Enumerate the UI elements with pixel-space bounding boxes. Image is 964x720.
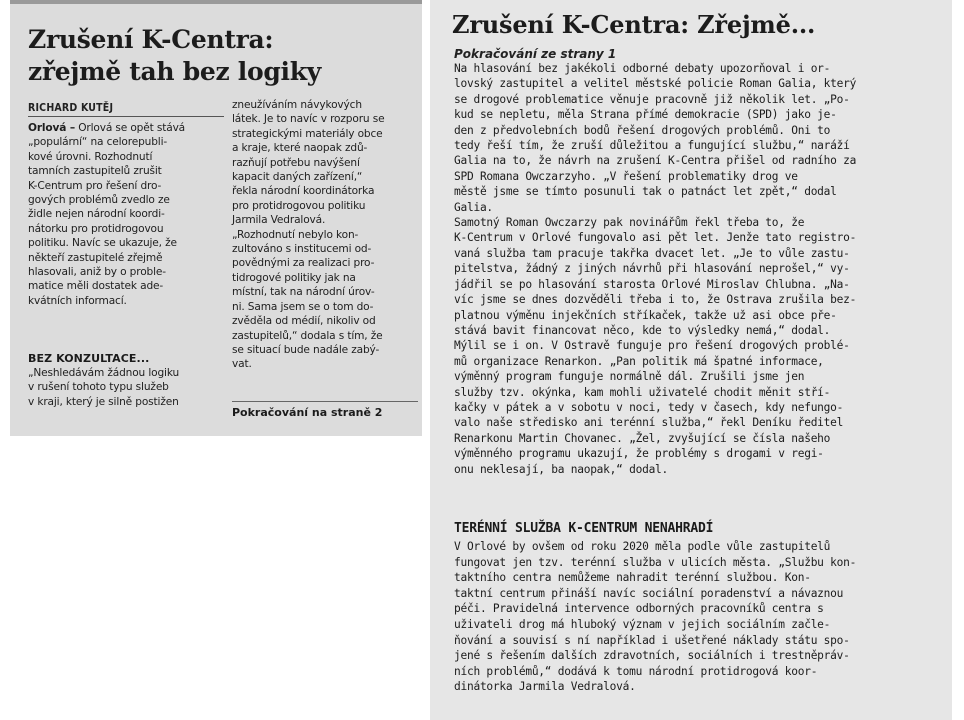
- text-line: služby tzv. okýnka, kam mohli uživatelé chodit měnit stří-: [454, 385, 831, 399]
- text-line: řekla národní koordinátorka: [232, 185, 375, 198]
- text-line: onu neklesají, ba naopak,“ dodal.: [454, 462, 669, 476]
- text-line: taktního centra nemůžeme nahradit terénní službou. Kon-: [454, 571, 811, 585]
- text-line: tidrogové politiky jak na: [232, 271, 356, 284]
- text-line: se situací bude nadále zabý-: [232, 343, 380, 356]
- text-line: V Orlové by ovšem od roku 2020 měla podle vůle zastupitelů: [454, 540, 831, 553]
- text-line: „Neshledávám žádnou logiku: [28, 367, 180, 379]
- text-line: místní, tak na národní úrov-: [232, 286, 375, 299]
- text-line: K-Centrum pro řešení dro-: [28, 179, 162, 192]
- text-line: SPD Romana Owczarzyho. „V řešení problematiky drog ve: [454, 169, 798, 183]
- text-line: ňování a souvisí s ní například i ušetřené náklady státu spo-: [454, 633, 850, 647]
- text-line: vat.: [232, 358, 252, 371]
- continue-rule: [232, 401, 418, 402]
- text-line: hlasovali, aniž by o proble-: [28, 266, 166, 279]
- text-line: „Rozhodnutí nebylo kon-: [232, 228, 359, 241]
- text-line: víc jsme se dnes dozvěděli třeba i to, že Ostrava zrušila bez-: [454, 293, 857, 307]
- text-line: fungovat jen tzv. terénní služba v ulicích města. „Službu kon-: [454, 555, 857, 569]
- right-clipping: [430, 0, 952, 720]
- text-line: taktní centrum přináší navíc sociální poradenství a návaznou: [454, 586, 844, 600]
- text-line: politiku. Navíc se ukazuje, že: [28, 237, 177, 250]
- dateline: Orlová –: [28, 122, 75, 134]
- right-subheading: TERÉNNÍ SLUŽBA K-CENTRUM NENAHRADÍ: [454, 521, 714, 536]
- text-line: valo naše středisko ani terénní služba,“ řekl Deníku ředitel: [454, 416, 844, 430]
- text-line: a kraje, které naopak zdů-: [232, 142, 368, 155]
- text-line: zastupitelů,“ dodala s tím, že: [232, 329, 383, 342]
- text-line: tamních zastupitelů zrušit: [28, 165, 162, 178]
- text-line: Galia na to, že návrh na zrušení K-Centra přišel od radního za: [454, 154, 857, 168]
- text-line: gových problémů zvedlo ze: [28, 194, 170, 207]
- left-subheading: BEZ KONZULTACE...: [28, 352, 150, 365]
- text-line: židle nejen národní koordi-: [28, 208, 165, 221]
- text-line: kové úrovni. Rozhodnutí: [28, 150, 153, 163]
- text-line: pro protidrogovou politiku: [232, 199, 366, 212]
- left-column-2: [232, 98, 418, 372]
- text-line: Galia.: [454, 200, 493, 214]
- text-line: Na hlasování bez jakékoli odborné debaty upozorňoval i or-: [454, 62, 831, 75]
- text-line: kapacit daných zařízení,“: [232, 171, 363, 184]
- text-line: ních problémů,“ dodává k tomu národní protidrogová koor-: [454, 664, 818, 678]
- right-body: [454, 61, 944, 477]
- left-headline-line-2: zřejmě tah bez logiky: [28, 57, 321, 86]
- text-line: výměnný program funguje normálně dál. Zrušili jsme jen: [454, 370, 805, 384]
- left-headline-line-1: Zrušení K-Centra:: [28, 25, 274, 54]
- left-column-1: [28, 121, 224, 308]
- text-line: „populární“ na celorepubli-: [28, 136, 168, 149]
- text-line: ni. Sama jsem se o tom do-: [232, 300, 374, 313]
- text-line: uživateli drog má hluboký význam v jejich sociálním začle-: [454, 617, 831, 631]
- text-line: K-Centrum v Orlové fungovalo asi pět let. Jenže tato registro-: [454, 231, 857, 245]
- text-line: městě jsme se tímto posunuli tak o patnáct let zpět,“ dodal: [454, 185, 837, 199]
- text-line: [28, 121, 224, 135]
- text-line: pitelstva, žádný z jiných návrhů při hlasování neprošel,“ vy-: [454, 262, 850, 276]
- text-line: zvěděla od médií, nikoliv od: [232, 315, 376, 328]
- text-line: zneužíváním návykových: [232, 99, 362, 111]
- text-line-rest: Orlová se opět stává: [78, 122, 186, 134]
- text-line: Mýlil se i on. V Ostravě funguje pro řešení drogových problé-: [454, 339, 850, 353]
- text-line: Renarkonu Martin Chovanec. „Žel, zvyšující se čísla našeho: [454, 431, 831, 445]
- text-line: výměnného programu ukazují, že problémy s drogami v regi-: [454, 447, 824, 461]
- left-column-1-continued: [28, 366, 224, 409]
- text-line: den z předvolebních bodů řešení drogových problémů. Oni to: [454, 123, 831, 137]
- text-line: tedy řeší tím, že zruší důležitou a fungující službu,“ naráží: [454, 139, 850, 153]
- text-line: kačky v pátek a v sobotu v noci, tedy v časech, kdy nefungo-: [454, 400, 844, 414]
- text-line: strategickými materiály obce: [232, 127, 383, 140]
- text-line: nátorku pro protidrogovou: [28, 222, 164, 235]
- right-body-2: [454, 539, 944, 695]
- text-line: Samotný Roman Owczarzy pak novinářům řekl třeba to, že: [454, 216, 805, 230]
- top-rule: [10, 0, 422, 4]
- text-line: dinátorka Jarmila Vedralová.: [454, 680, 636, 694]
- continued-from-note: Pokračování ze strany 1: [454, 47, 617, 61]
- byline-rule: [28, 116, 224, 117]
- text-line: razňují potřebu navýšení: [232, 156, 360, 169]
- text-line: se drogové problematice věnuje pracovně již několik let. „Po-: [454, 92, 850, 106]
- text-line: kvátních informací.: [28, 294, 127, 307]
- text-line: lovský zastupitel a velitel městské policie Roman Galia, který: [454, 77, 857, 91]
- text-line: zultováno s institucemi od-: [232, 243, 372, 256]
- text-line: péči. Pravidelná intervence odborných pracovníků centra s: [454, 602, 824, 616]
- text-line: jádřil se po hlasování starosta Orlové Miroslav Chlubna. „Na-: [454, 277, 850, 291]
- text-line: jené s řešením dalších zdravotních, sociálních i trestněpráv-: [454, 649, 850, 663]
- text-line: platnou výměnu injekčních stříkaček, takže už asi obce pře-: [454, 308, 837, 322]
- text-line: stává bavit financovat něco, kde to výsledky nemá,“ dodal.: [454, 323, 831, 337]
- text-line: povědnými za realizaci pro-: [232, 257, 375, 270]
- text-line: Jarmila Vedralová.: [232, 214, 326, 227]
- author-byline: RICHARD KUTĚJ: [28, 102, 114, 114]
- right-headline: Zrušení K-Centra: Zřejmě...: [452, 10, 816, 39]
- text-line: látek. Je to navíc v rozporu se: [232, 113, 385, 126]
- text-line: vaná služba tam pracuje takřka dvacet let. „Je to vůle zastu-: [454, 246, 850, 260]
- text-line: v rušení tohoto typu služeb: [28, 381, 169, 394]
- text-line: mů organizace Renarkon. „Pan politik má špatné informace,: [454, 354, 824, 368]
- text-line: někteří zastupitelé zřejmě: [28, 251, 163, 264]
- left-headline: [28, 24, 418, 88]
- text-line: v kraji, který je silně postižen: [28, 395, 179, 408]
- continue-note: Pokračování na straně 2: [232, 406, 383, 419]
- text-line: kud se nepletu, měla Strana přímé demokracie (SPD) jako je-: [454, 108, 837, 122]
- left-clipping: [10, 0, 422, 436]
- text-line: matice měli dostatek ade-: [28, 280, 164, 293]
